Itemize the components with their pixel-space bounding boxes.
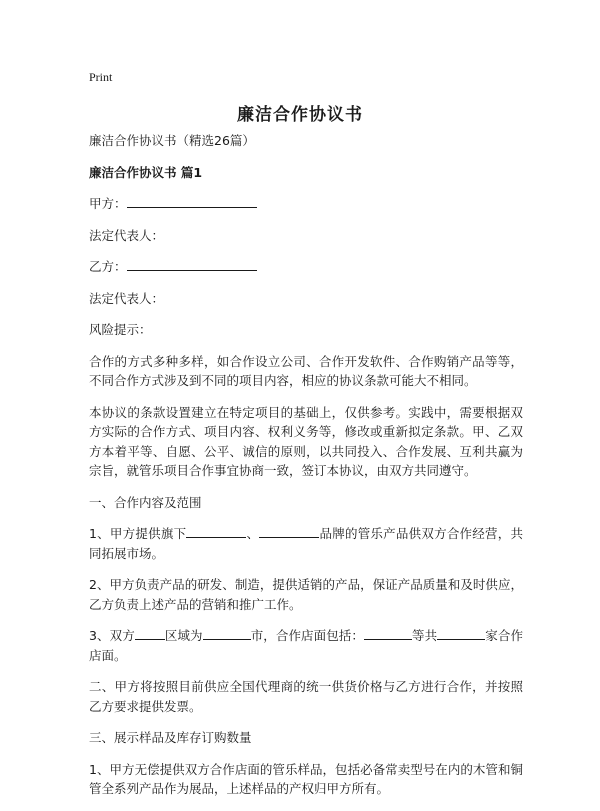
print-label: Print <box>89 70 113 84</box>
clause-3-text-d: 等共 <box>411 628 438 643</box>
clause-2: 2、甲方负责产品的研发、制造，提供适销的产品，保证产品质量和及时供应，乙方负责上述产品的营销和推广工作。 <box>89 577 523 612</box>
heading-2: 二、甲方将按照目前供应全国代理商的统一供货价格与乙方进行合作，并按照乙方要求提供发票。 <box>89 679 523 714</box>
clause-1-text-a: 1、甲方提供旗下 <box>89 526 187 541</box>
party-a-line <box>89 194 523 214</box>
legal-rep-b: 法定代表人： <box>89 290 165 306</box>
clause-3-blank-b <box>203 626 251 640</box>
clause-3 <box>89 626 523 665</box>
document-body <box>89 131 523 811</box>
clause-3-text-e: 家合作店面。 <box>89 628 523 663</box>
clause-3-blank-d <box>437 626 485 640</box>
clause-1-blank-b <box>259 524 319 538</box>
party-a-blank <box>127 194 257 208</box>
party-b-blank <box>127 257 257 271</box>
legal-rep-a: 法定代表人： <box>89 227 165 243</box>
clause-1 <box>89 524 523 563</box>
clause-3-text-b: 区域为 <box>164 628 203 643</box>
party-b-line <box>89 257 523 277</box>
risk-tip: 风险提示： <box>89 322 152 337</box>
clause-1-separator: 、 <box>246 526 260 541</box>
document-subtitle: 廉洁合作协议书（精选26篇） <box>89 133 255 148</box>
party-b-label: 乙方： <box>89 259 127 274</box>
clause-4: 1、甲方无偿提供双方合作店面的管乐样品，包括必备常卖型号在内的木管和铜管全系列产品作为展品，上述样品的产权归甲方所有。 <box>89 761 523 796</box>
heading-3: 三、展示样品及库存订购数量 <box>89 730 252 745</box>
paragraph-2: 本协议的条款设置建立在特定项目的基础上，仅供参考。实践中，需要根据双方实际的合作方式、项目内容、权利义务等，修改或重新拟定条款。甲、乙双方本着平等、自愿、公平、诚信的原则，以共同投入、合作发展、互利共赢为宗旨，就管乐项目合作事宜协商一致，签订本协议，由双方共同遵守。 <box>89 404 523 478</box>
document-title: 廉洁合作协议书 <box>237 105 363 125</box>
clause-3-blank-c <box>364 626 412 640</box>
section-title: 廉洁合作协议书 篇1 <box>89 164 203 180</box>
clause-3-blank-a <box>135 626 165 640</box>
paragraph-1: 合作的方式多种多样，如合作设立公司、合作开发软件、合作购销产品等等，不同合作方式涉及到不同的项目内容，相应的协议条款可能大不相同。 <box>89 353 523 388</box>
heading-1: 一、合作内容及范围 <box>89 494 202 510</box>
party-a-label: 甲方： <box>89 196 127 211</box>
clause-1-blank-a <box>186 524 246 538</box>
clause-3-text-c: 市，合作店面包括： <box>250 628 364 643</box>
clause-3-text-a: 3、双方 <box>89 628 135 643</box>
clause-1-text-b: 品牌的管乐产品供双方合作经营，共同拓展市场。 <box>89 526 523 561</box>
